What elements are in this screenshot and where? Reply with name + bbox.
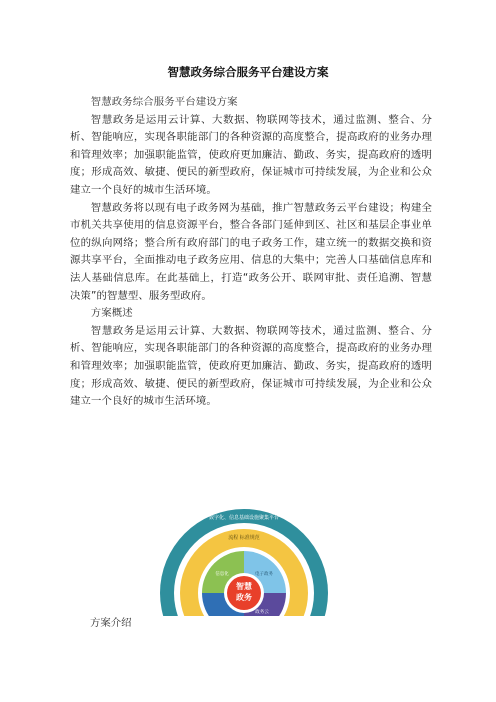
ring-diagram-svg (136, 505, 352, 616)
document-title: 智慧政务综合服务平台建设方案 (167, 65, 329, 79)
figure-caption: 方案介绍 (90, 617, 132, 629)
section-heading: 方案概述 (90, 307, 133, 320)
outer-ring-label: 数字化、信息基础设施聚集平台 (208, 515, 280, 521)
center-label-line2: 政务 (236, 593, 252, 602)
document-body (70, 94, 432, 411)
inner-ring-label-3: 政务云 (255, 610, 269, 615)
middle-ring-label: 流程 标准规范 (228, 535, 260, 541)
body-paragraph: 智慧政务将以现有电子政务网为基础，推广智慧政务云平台建设；构建全市机关共享使用的信息资源平台，整合各部门延伸到区、社区和基层企事业单位的纵向网络；整合所有政府部门的电子政务工作，建立统一的数据交换和资源共享平台，全面推动电子政务应用、信息的大集中；完善人口基础信息库和法人基础信息库。在此基础上，打造“政务公开、联网审批、责任追溯、智慧决策”的智慧型、服务型政府。 (70, 201, 432, 302)
section-heading: 智慧政务综合服务平台建设方案 (90, 96, 238, 108)
body-paragraph: 智慧政务是运用云计算、大数据、物联网等技术，通过监测、整合、分析、智能响应，实现各职能部门的各种资源的高度整合，提高政府的业务办理和管理效率；加强职能监管，使政府更加廉洁、勤政、务实，提高政府的透明度；形成高效、敏捷、便民的新型政府，保证城市可持续发展，为企业和公众建立一个良好的城市生活环境。 (70, 324, 432, 408)
inner-ring-label-1: 电子政务 (255, 572, 273, 577)
smart-government-diagram (136, 505, 352, 616)
center-label-line1: 智慧 (236, 582, 252, 591)
inner-ring-label-2: 信息化 (215, 572, 229, 577)
body-paragraph: 智慧政务是运用云计算、大数据、物联网等技术，通过监测、整合、分析、智能响应，实现各职能部门的各种资源的高度整合，提高政府的业务办理和管理效率；加强职能监管，使政府更加廉洁、勤政、务实，提高政府的透明度；形成高效、敏捷、便民的新型政府，保证城市可持续发展，为企业和公众建立一个良好的城市生活环境。 (70, 113, 432, 196)
